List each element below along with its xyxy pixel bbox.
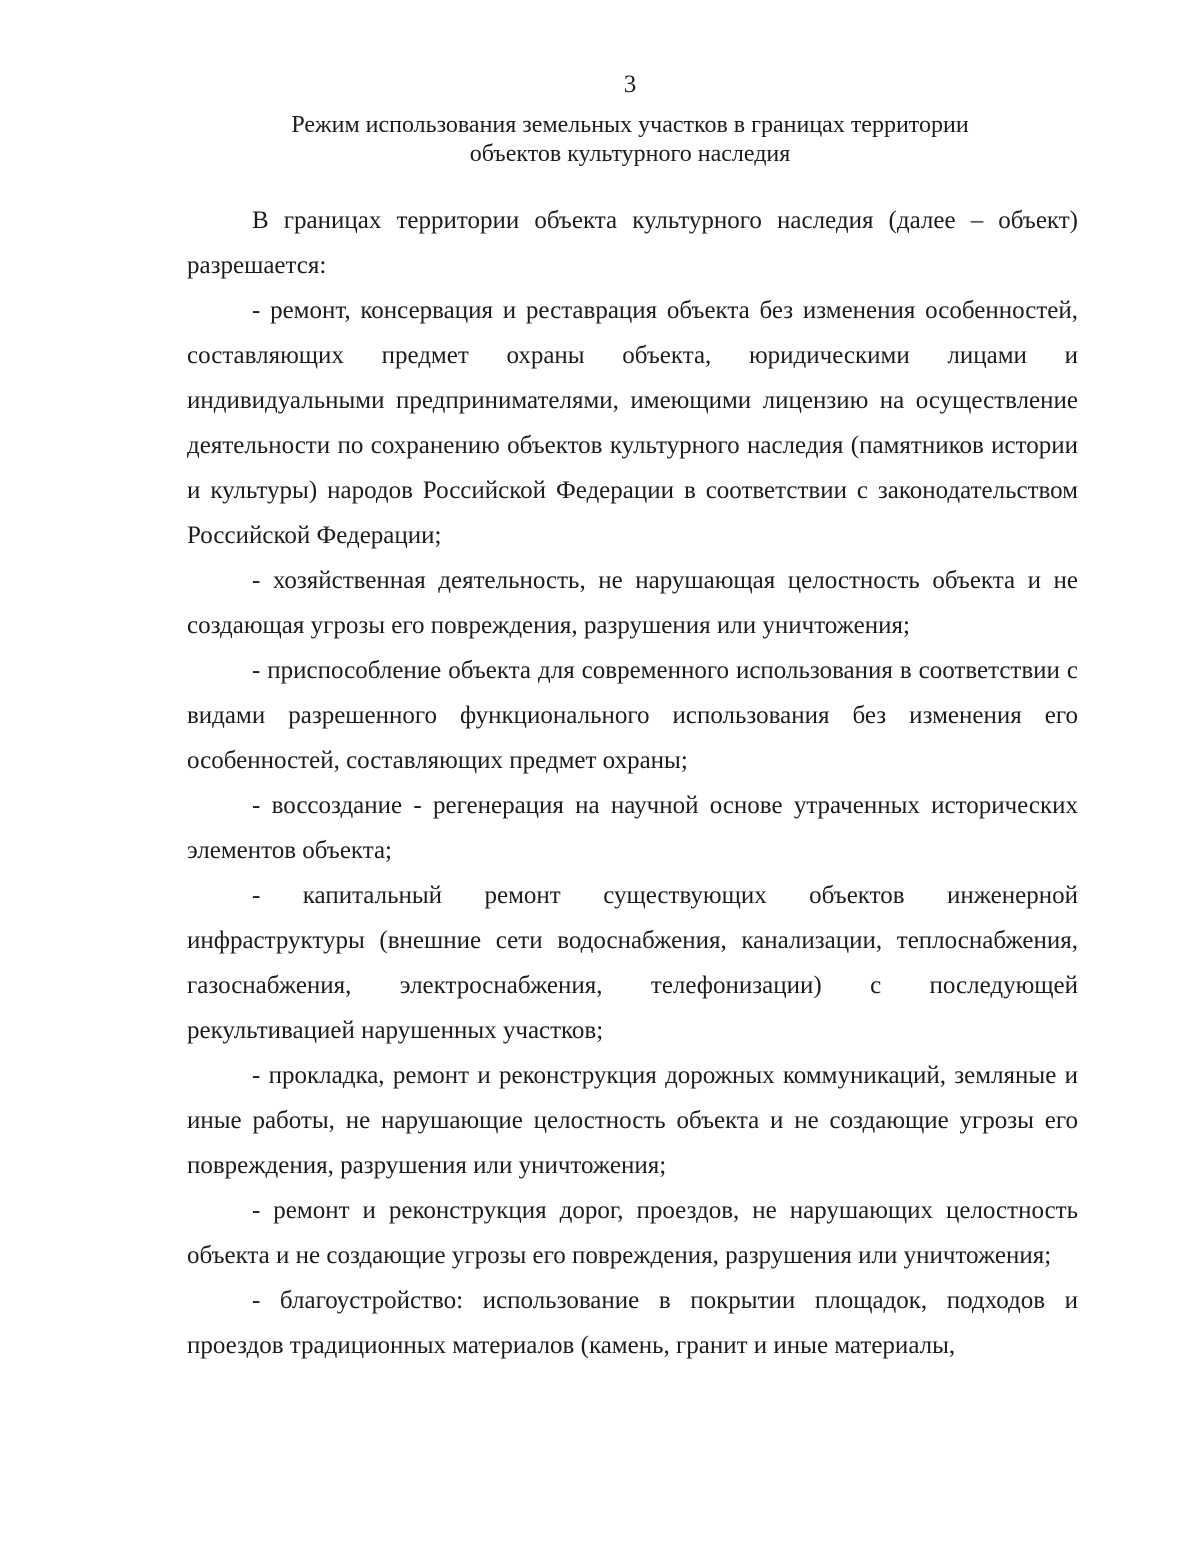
list-item-road-communications: - прокладка, ремонт и реконструкция дорожных коммуникаций, земляные и иные работы, не нарушающие целостность объекта и не создающие угрозы его повреждения, разрушения или уничтожения; <box>187 1062 1078 1179</box>
heading-line-1: Режим использования земельных участков в границах территории <box>291 112 969 138</box>
intro-paragraph: В границах территории объекта культурного наследия (далее – объект) разрешается: <box>187 207 1078 279</box>
section-heading <box>0 111 1200 169</box>
list-item-restoration: - ремонт, консервация и реставрация объекта без изменения особенностей, составляющих предмет охраны объекта, юридическими лицами и индивидуальными предпринимателями, имеющими лицензию на осуществление деятельности по сохранению объектов культурного наследия (памятников истории и культуры) народов Российской Федерации в соответствии с законодательством Российской Федерации; <box>187 297 1078 549</box>
list-item-landscaping: - благоустройство: использование в покрытии площадок, подходов и проездов традиционных материалов (камень, гранит и иные материалы, <box>187 1287 1078 1359</box>
heading-line-2: объектов культурного наследия <box>469 141 791 167</box>
list-item-infrastructure-repair: - капитальный ремонт существующих объектов инженерной инфраструктуры (внешние сети водоснабжения, канализации, теплоснабжения, газоснабжения, электроснабжения, телефонизации) с последующей рекультивацией нарушенных участков; <box>187 882 1078 1044</box>
page-number: 3 <box>623 71 637 98</box>
list-item-recreation: - воссоздание - регенерация на научной основе утраченных исторических элементов объекта; <box>187 792 1078 864</box>
document-body <box>187 198 1078 1368</box>
list-item-road-repair: - ремонт и реконструкция дорог, проездов, не нарушающих целостность объекта и не создающие угрозы его повреждения, разрушения или уничтожения; <box>187 1197 1078 1269</box>
list-item-adaptation: - приспособление объекта для современного использования в соответствии с видами разрешенного функционального использования без изменения его особенностей, составляющих предмет охраны; <box>187 657 1078 774</box>
list-item-economic-activity: - хозяйственная деятельность, не нарушающая целостность объекта и не создающая угрозы его повреждения, разрушения или уничтожения; <box>187 567 1078 639</box>
